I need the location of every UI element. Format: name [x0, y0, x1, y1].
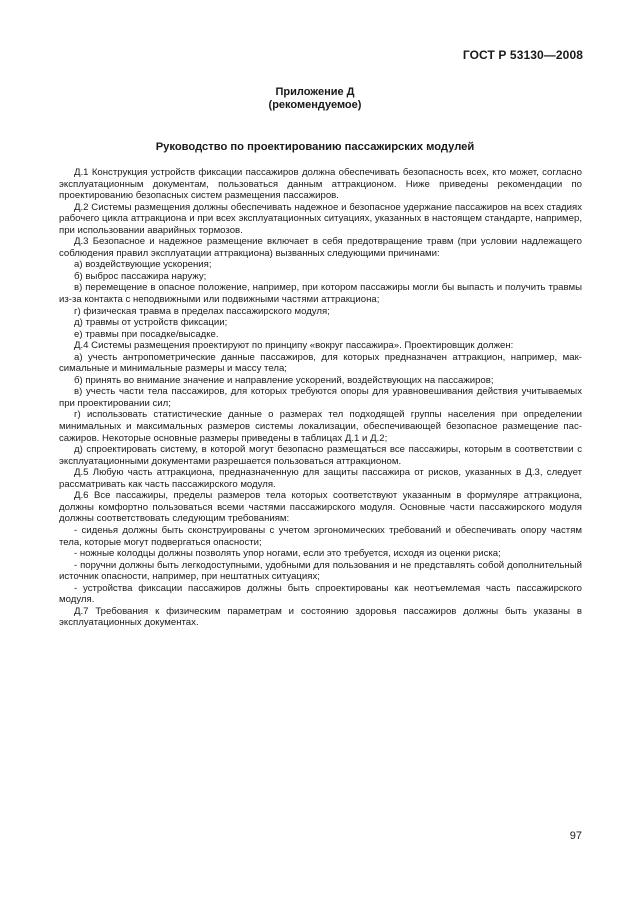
- list-item-d6-seats: - сиденья должны быть сконструированы с учетом эргономических требований и обеспечивать опору частям тела, которые могут подвергаться опасности;: [59, 524, 582, 548]
- list-item-d4-b: б) принять во внимание значение и направление ускорений, воздействующих на пассажиров;: [74, 374, 494, 386]
- list-item-d4-v: в) учесть части тела пассажиров, для которых требуются опоры для уравновешивания действия учитываемых при проектировании сил;: [59, 386, 582, 409]
- appendix-status: (рекомендуемое): [268, 99, 362, 111]
- appendix-heading: [0, 86, 630, 112]
- paragraph-d5: Д.5 Любую часть аттракциона, предназначенную для защиты пассажира от рисков, указанных в Д.3, следует рассматривать как часть пассажирского модуля.: [59, 467, 582, 490]
- list-item-d6-restraints: - устройства фиксации пассажиров должны быть спроектированы как неотъемлемая часть пассажирского модуля.: [59, 582, 582, 606]
- paragraph-d7: Д.7 Требования к физическим параметрам и состоянию здоровья пассажиров должны быть указаны в эксплуатационных документах.: [59, 605, 582, 629]
- list-item-d3-d: д) травмы от устройств фиксации;: [74, 317, 228, 329]
- list-item-d3-v: в) перемещение в опасное положение, например, при котором пассажиры могли бы выпасть и получить травмы из-за контакта с неподвижными или подвижными частями аттракциона;: [59, 282, 582, 306]
- section-title: Руководство по проектированию пассажирских модулей: [155, 141, 475, 153]
- list-item-d4-d: д) спроектировать систему, в которой могут безопасно размещаться все пассажиры, которым в соответствии с эксплуатационными документами разрешается пользоваться аттракционом.: [59, 444, 582, 467]
- paragraph-d1: Д.1 Конструкция устройств фиксации пассажиров должна обеспечивать безопасность всех, кто может, согласно эксплуатационным документам, пользоваться данным аттракционом. Ниже приведены рекомендации по проектированию безопасных систем размещения пассажиров.: [59, 167, 582, 202]
- list-item-d4-g: г) использовать статистические данные о размерах тел подходящей группы населения при определении минимальных и максимальных размеров системы локализации, обеспечивающей безопасное размещение пассажиров. Некоторые основные размеры приведены в таблицах Д.1 и Д.2;: [59, 409, 582, 444]
- list-item-d6-handrails: - поручни должны быть легкодоступными, удобными для пользования и не представлять собой дополнительный источник опасности, например, при нештатных ситуациях;: [59, 559, 582, 583]
- appendix-title: Приложение Д: [275, 86, 355, 98]
- paragraph-d2: Д.2 Системы размещения должны обеспечивать надежное и безопасное удержание пассажиров на всех стадиях рабочего цикла аттракциона и при всех эксплуатационных ситуациях, указанных в настоящем стандарте, например, при использовании аварийных тормозов.: [59, 201, 582, 236]
- paragraph-d6: Д.6 Все пассажиры, пределы размеров тела которых соответствуют указанным в формуляре аттракциона, должны комфортно пользоваться всеми частями пассажирского модуля. Основные части пассажирского модуля должны соответствовать следующим требованиям:: [59, 490, 582, 525]
- paragraph-d3: Д.3 Безопасное и надежное размещение включает в себя предотвращение травм (при условии надлежащего соблюдения правил эксплуатации аттракциона) вызванных следующими причинами:: [59, 236, 582, 259]
- list-item-d6-footwells: - ножные колодцы должны позволять упор ногами, если это требуется, исходя из оценки риска;: [74, 548, 501, 560]
- standard-code-header: ГОСТ Р 53130—2008: [462, 48, 583, 62]
- paragraph-d4: Д.4 Системы размещения проектируют по принципу «вокруг пассажира». Проектировщик должен:: [74, 340, 514, 352]
- list-item-d3-e: е) травмы при посадке/высадке.: [74, 328, 219, 340]
- page-number: 97: [569, 830, 582, 842]
- list-item-d4-a: а) учесть антропометрические данные пассажиров, для которых предназначен аттракцион, например, максимальные и минимальные размеры и массу тела;: [59, 351, 582, 375]
- list-item-d3-g: г) физическая травма в пределах пассажирского модуля;: [74, 305, 330, 317]
- list-item-d3-a: а) воздействующие ускорения;: [74, 259, 212, 271]
- body-text: [59, 167, 582, 629]
- list-item-d3-b: б) выброс пассажира наружу;: [74, 270, 207, 282]
